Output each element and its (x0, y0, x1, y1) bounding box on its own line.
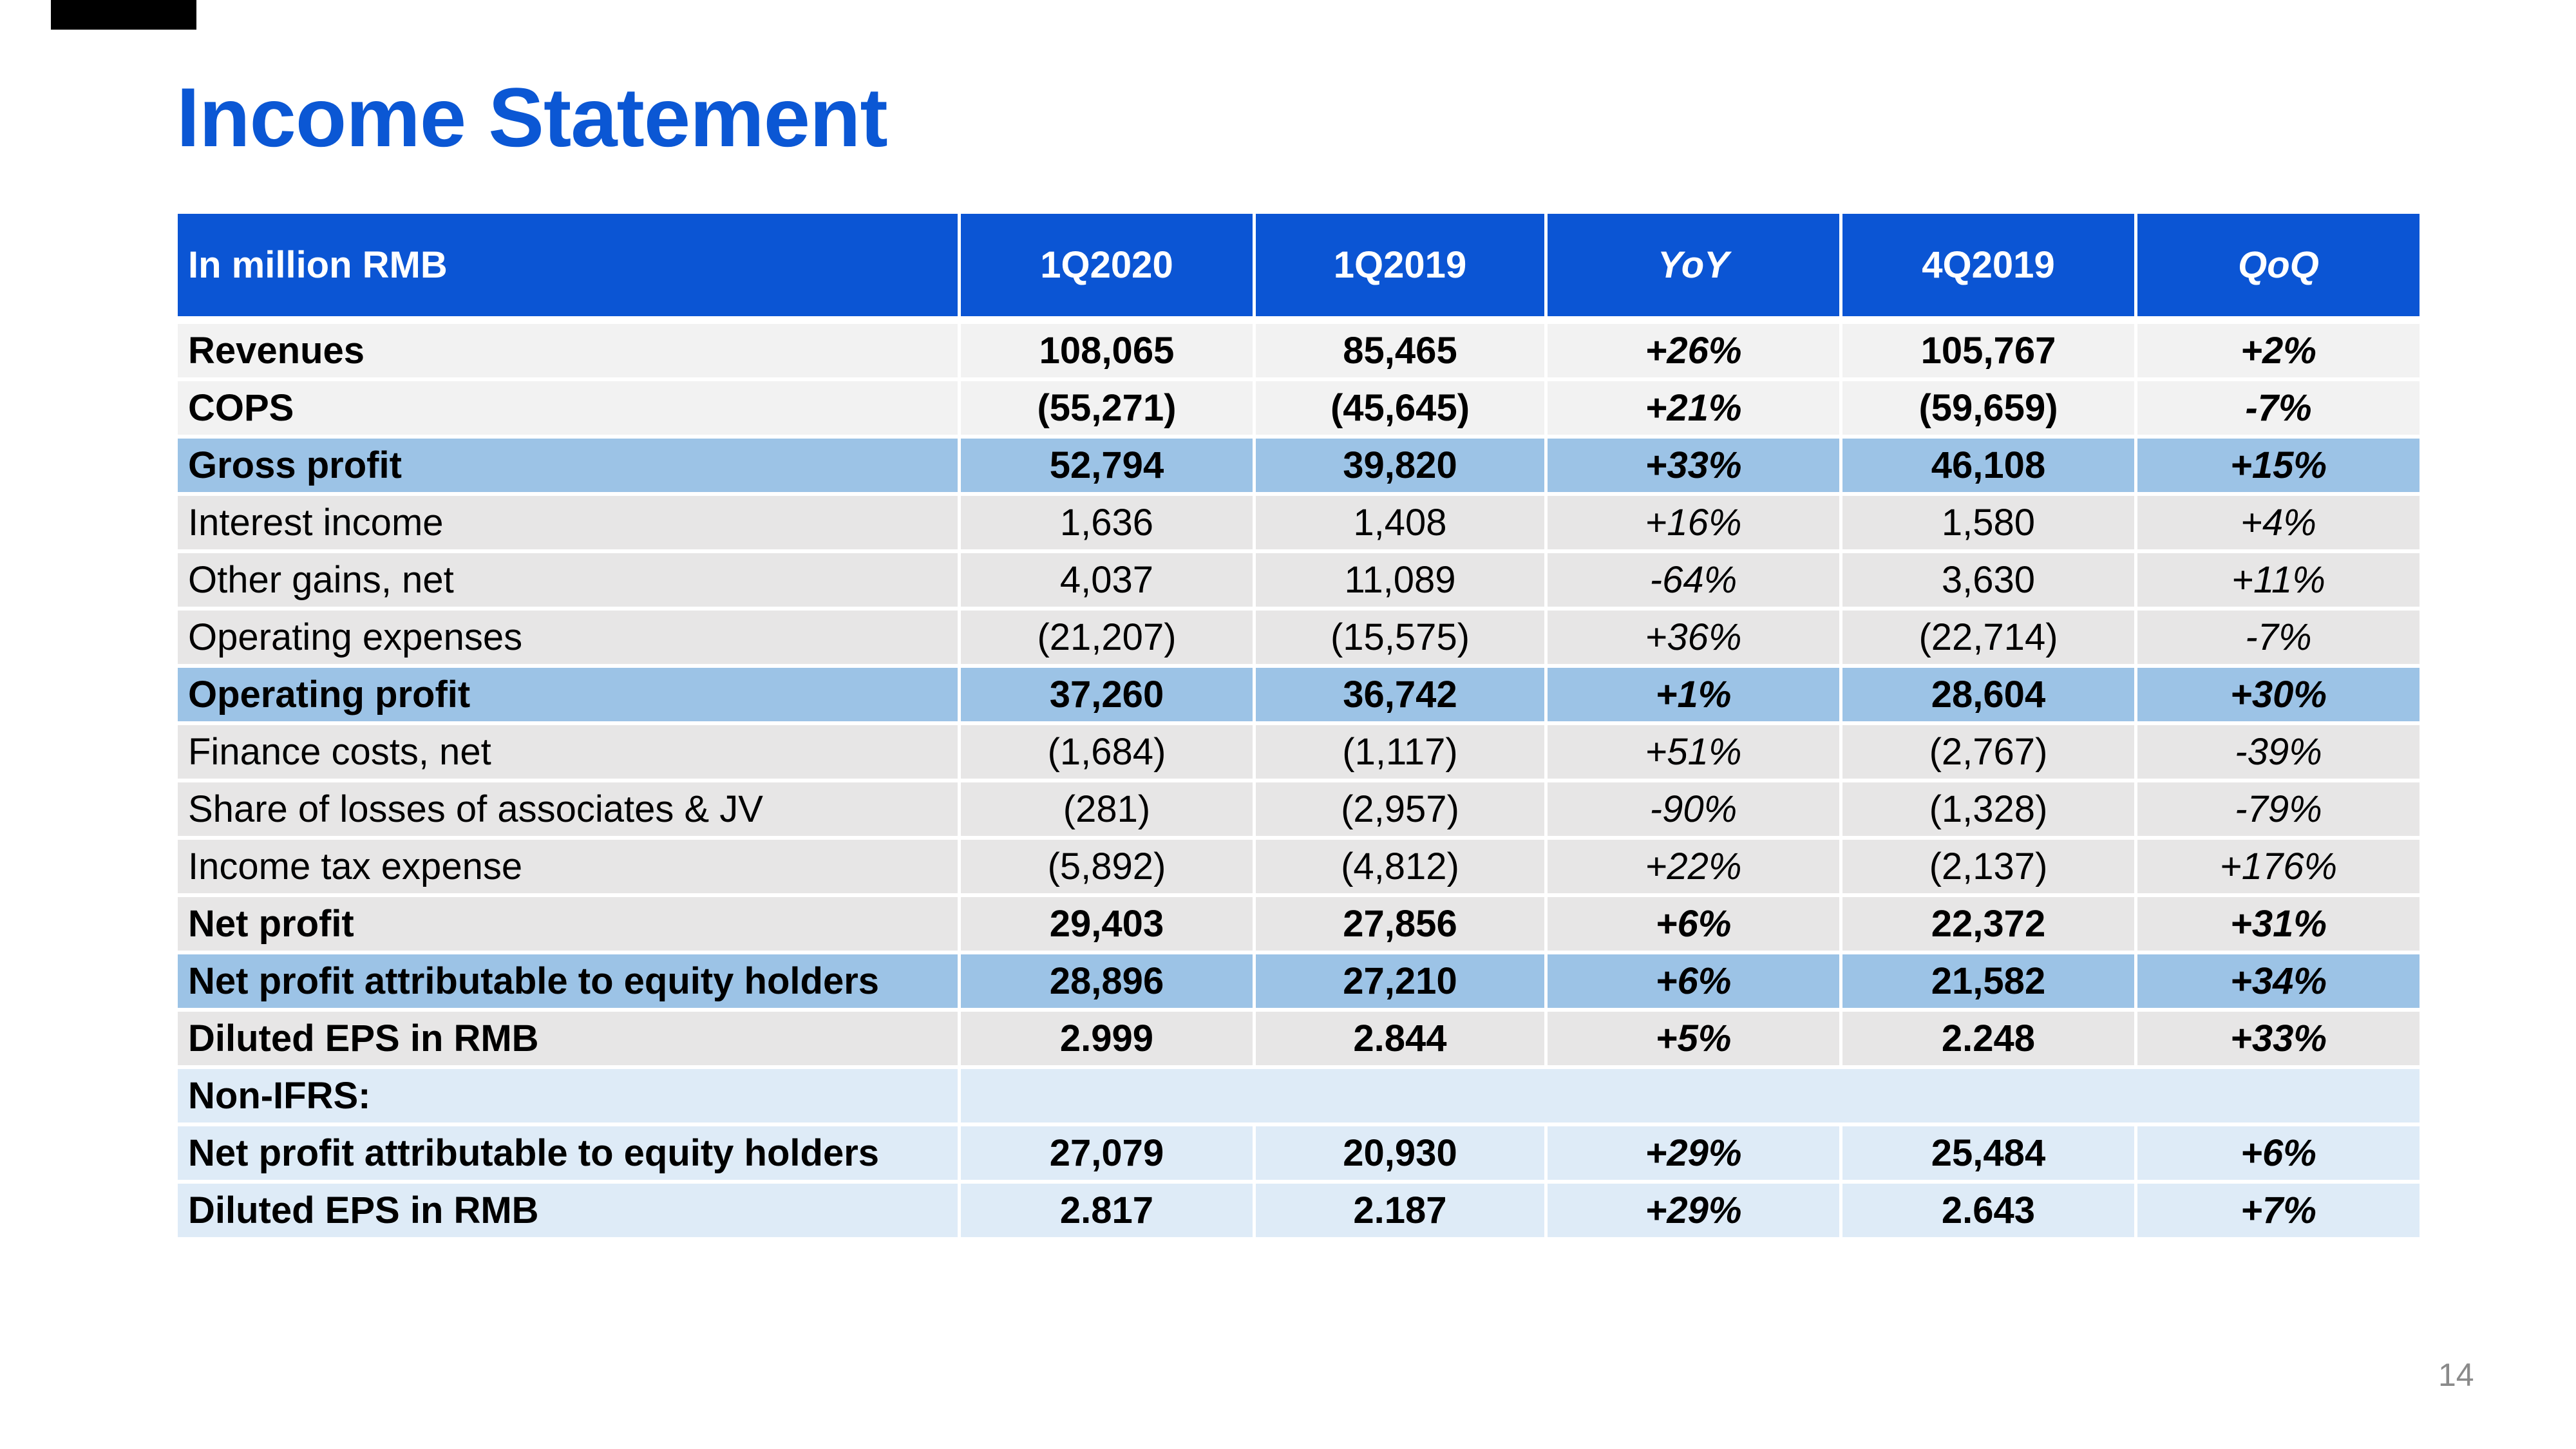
cell-value: 25,484 (1842, 1126, 2137, 1184)
cell-value: (1,328) (1842, 782, 2137, 840)
row-label: Net profit attributable to equity holders (178, 954, 961, 1012)
cell-value: +29% (1548, 1126, 1842, 1184)
cell-value: 85,465 (1256, 324, 1548, 381)
row-label: Net profit (178, 897, 961, 954)
table-row (178, 1126, 2420, 1184)
row-label: Interest income (178, 496, 961, 553)
cell-value: 11,089 (1256, 553, 1548, 611)
cell-value: (55,271) (961, 381, 1256, 439)
table-row (178, 840, 2420, 897)
cell-value: (22,714) (1842, 611, 2137, 668)
cell-value: 105,767 (1842, 324, 2137, 381)
cell-value: +29% (1548, 1184, 1842, 1241)
cell-value: 37,260 (961, 668, 1256, 725)
cell-value: 2.999 (961, 1012, 1256, 1069)
cell-value: (4,812) (1256, 840, 1548, 897)
cell-value: +6% (2137, 1126, 2420, 1184)
cell-value: +33% (1548, 439, 1842, 496)
cell-value: 2.844 (1256, 1012, 1548, 1069)
cell-value: (281) (961, 782, 1256, 840)
cell-value: 46,108 (1842, 439, 2137, 496)
top-left-black-bar (51, 0, 196, 30)
table-row (178, 1184, 2420, 1241)
table-row (178, 439, 2420, 496)
column-header: 1Q2020 (961, 214, 1256, 324)
cell-value: 1,580 (1842, 496, 2137, 553)
row-label: Operating profit (178, 668, 961, 725)
cell-value: +2% (2137, 324, 2420, 381)
cell-value: 39,820 (1256, 439, 1548, 496)
column-header: In million RMB (178, 214, 961, 324)
cell-value: -79% (2137, 782, 2420, 840)
row-label: Gross profit (178, 439, 961, 496)
cell-value: -90% (1548, 782, 1842, 840)
cell-value: +5% (1548, 1012, 1842, 1069)
cell-value: +6% (1548, 897, 1842, 954)
row-label: Net profit attributable to equity holders (178, 1126, 961, 1184)
row-label: Diluted EPS in RMB (178, 1012, 961, 1069)
cell-value: 27,856 (1256, 897, 1548, 954)
cell-value: -7% (2137, 611, 2420, 668)
cell-value: 27,079 (961, 1126, 1256, 1184)
cell-value: (21,207) (961, 611, 1256, 668)
income-statement-table (178, 214, 2420, 1241)
table-row (178, 725, 2420, 782)
cell-value: (2,137) (1842, 840, 2137, 897)
cell-value: 27,210 (1256, 954, 1548, 1012)
cell-value: 36,742 (1256, 668, 1548, 725)
cell-value: +22% (1548, 840, 1842, 897)
slide-title: Income Statement (176, 70, 887, 164)
cell-value: +30% (2137, 668, 2420, 725)
cell-value: +7% (2137, 1184, 2420, 1241)
cell-value: 2.187 (1256, 1184, 1548, 1241)
cell-value: +31% (2137, 897, 2420, 954)
cell-value: +21% (1548, 381, 1842, 439)
table-row (178, 1069, 2420, 1126)
cell-value: (5,892) (961, 840, 1256, 897)
table-row (178, 553, 2420, 611)
row-label: COPS (178, 381, 961, 439)
page-number: 14 (2438, 1357, 2474, 1393)
row-label: Other gains, net (178, 553, 961, 611)
cell-value: 21,582 (1842, 954, 2137, 1012)
cell-value: (59,659) (1842, 381, 2137, 439)
table-header (178, 214, 2420, 324)
cell-value: 2.817 (961, 1184, 1256, 1241)
table-row (178, 782, 2420, 840)
row-label: Operating expenses (178, 611, 961, 668)
cell-value: 29,403 (961, 897, 1256, 954)
cell-value: +15% (2137, 439, 2420, 496)
cell-value: 28,604 (1842, 668, 2137, 725)
cell-value: -64% (1548, 553, 1842, 611)
table-row (178, 324, 2420, 381)
cell-value: 28,896 (961, 954, 1256, 1012)
cell-value: -7% (2137, 381, 2420, 439)
cell-value: +34% (2137, 954, 2420, 1012)
column-header: 4Q2019 (1842, 214, 2137, 324)
cell-value-merged (961, 1069, 2420, 1126)
table-row (178, 897, 2420, 954)
cell-value: 1,408 (1256, 496, 1548, 553)
table-row (178, 381, 2420, 439)
cell-value: -39% (2137, 725, 2420, 782)
cell-value: +6% (1548, 954, 1842, 1012)
cell-value: +1% (1548, 668, 1842, 725)
cell-value: +4% (2137, 496, 2420, 553)
cell-value: +26% (1548, 324, 1842, 381)
cell-value: 4,037 (961, 553, 1256, 611)
cell-value: +51% (1548, 725, 1842, 782)
column-header: QoQ (2137, 214, 2420, 324)
cell-value: (1,684) (961, 725, 1256, 782)
row-label: Share of losses of associates & JV (178, 782, 961, 840)
column-header: YoY (1548, 214, 1842, 324)
cell-value: (1,117) (1256, 725, 1548, 782)
cell-value: (2,957) (1256, 782, 1548, 840)
cell-value: +33% (2137, 1012, 2420, 1069)
cell-value: 20,930 (1256, 1126, 1548, 1184)
cell-value: (45,645) (1256, 381, 1548, 439)
cell-value: +176% (2137, 840, 2420, 897)
table-body (178, 324, 2420, 1241)
table-row (178, 1012, 2420, 1069)
table-row (178, 496, 2420, 553)
cell-value: 3,630 (1842, 553, 2137, 611)
cell-value: 2.643 (1842, 1184, 2137, 1241)
cell-value: 22,372 (1842, 897, 2137, 954)
table-row (178, 668, 2420, 725)
row-label: Non-IFRS: (178, 1069, 961, 1126)
column-header: 1Q2019 (1256, 214, 1548, 324)
cell-value: +16% (1548, 496, 1842, 553)
row-label: Finance costs, net (178, 725, 961, 782)
row-label: Diluted EPS in RMB (178, 1184, 961, 1241)
cell-value: 108,065 (961, 324, 1256, 381)
table-row (178, 611, 2420, 668)
table-header-row (178, 214, 2420, 324)
cell-value: 2.248 (1842, 1012, 2137, 1069)
row-label: Revenues (178, 324, 961, 381)
row-label: Income tax expense (178, 840, 961, 897)
table-row (178, 954, 2420, 1012)
cell-value: (15,575) (1256, 611, 1548, 668)
cell-value: +36% (1548, 611, 1842, 668)
cell-value: 52,794 (961, 439, 1256, 496)
cell-value: 1,636 (961, 496, 1256, 553)
cell-value: (2,767) (1842, 725, 2137, 782)
cell-value: +11% (2137, 553, 2420, 611)
